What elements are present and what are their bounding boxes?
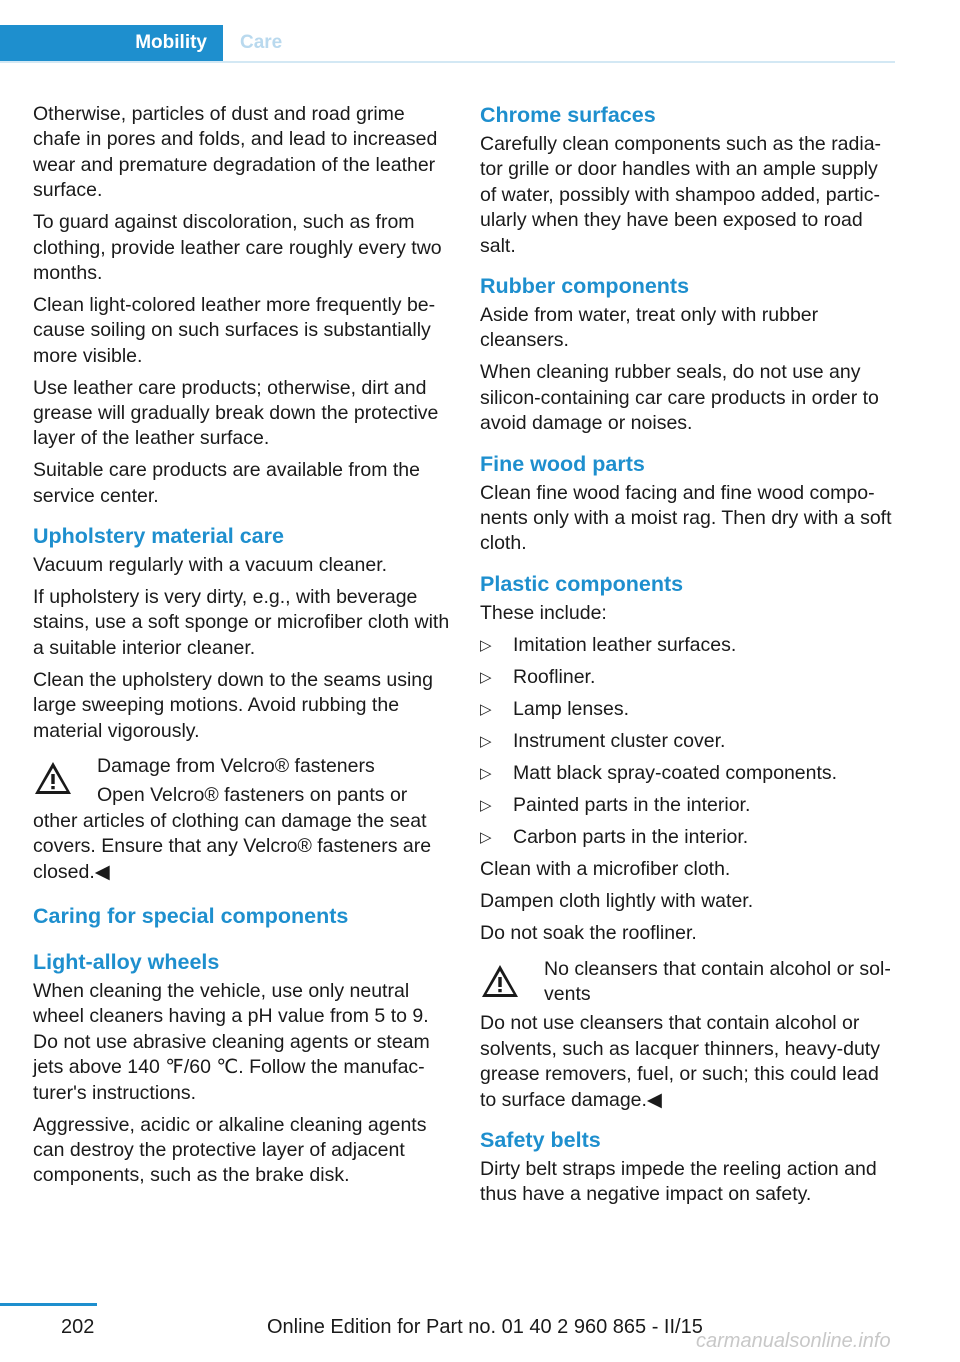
list-item: ▷ Roofliner.: [480, 665, 898, 690]
tab-mobility[interactable]: Mobility: [0, 25, 223, 61]
alcohol-warning: [480, 957, 898, 1113]
paragraph: Vacuum regularly with a vacuum cleaner.: [33, 554, 388, 577]
list-item: ▷ Imitation leather surfaces.: [480, 633, 898, 658]
chrome-heading: Chrome surfaces: [480, 103, 656, 127]
plastic-heading: Plastic components: [480, 571, 684, 596]
warning-icon: [33, 760, 73, 796]
warning-title: Damage from Velcro® fasteners: [97, 754, 375, 777]
right-column: [480, 102, 898, 1214]
plastic-list: [480, 633, 898, 851]
list-item: ▷ Carbon parts in the interior.: [480, 825, 898, 850]
paragraph: Clean fine wood facing and fine wood compo-nents only with a moist rag. Then dry with a soft cloth.: [480, 481, 892, 555]
list-item: ▷ Lamp lenses.: [480, 697, 898, 722]
tab-care[interactable]: Care: [240, 32, 283, 53]
bullet-icon: ▷: [480, 765, 492, 783]
list-item: ▷ Painted parts in the interior.: [480, 793, 898, 818]
warning-title: No cleansers that contain alcohol or sol-vents: [544, 957, 891, 1005]
paragraph: Suitable care products are available from the service center.: [33, 459, 420, 507]
wood-heading: Fine wood parts: [480, 451, 645, 476]
special-components-heading: Caring for special components: [33, 903, 349, 928]
bullet-icon: ▷: [480, 636, 492, 654]
paragraph: If upholstery is very dirty, e.g., with beverage stains, use a soft sponge or microfiber cloth with a suitable interior cleaner.: [33, 586, 450, 659]
wheels-heading: Light-alloy wheels: [33, 949, 220, 974]
velcro-warning: [33, 754, 451, 885]
warning-body-rest: other articles of clothing can damage the seat covers. Ensure that any Velcro® fasteners are closed.◀: [33, 809, 432, 883]
page-number: 202: [61, 1316, 95, 1338]
list-item: ▷ Matt black spray-coated components.: [480, 761, 898, 786]
left-column: [33, 102, 451, 1195]
list-item: ▷ Instrument cluster cover.: [480, 729, 898, 754]
paragraph: Aggressive, acidic or alkaline cleaning agents can destroy the protective layer of adjacent components, such as the brake disk.: [33, 1113, 427, 1187]
paragraph: When cleaning the vehicle, use only neutral wheel cleaners having a pH value from 5 to 9. Do not use abrasive cleaning agents or steam jets above 140 ℉/60 ℃. Follow the manufac-turer's instructions.: [33, 979, 430, 1104]
bullet-icon: ▷: [480, 829, 492, 847]
paragraph: Clean with a microfiber cloth.: [480, 858, 731, 881]
belts-heading: Safety belts: [480, 1128, 601, 1152]
footer-accent-line: [0, 1303, 97, 1306]
rubber-heading: Rubber components: [480, 274, 690, 299]
paragraph: To guard against discoloration, such as from clothing, provide leather care roughly every two months.: [33, 211, 442, 284]
paragraph: Use leather care products; otherwise, dirt and grease will gradually break down the protective layer of the leather surface.: [33, 376, 439, 450]
bullet-icon: ▷: [480, 732, 492, 750]
upholstery-heading: Upholstery material care: [33, 524, 284, 549]
warning-body: Do not use cleansers that contain alcohol or solvents, such as lacquer thinners, heavy-duty grease removers, fuel, or such; this could lead to surface damage.◀: [480, 1012, 880, 1111]
bullet-icon: ▷: [480, 700, 492, 718]
paragraph: Dampen cloth lightly with water.: [480, 890, 754, 913]
header-tabs: [0, 25, 895, 63]
paragraph: These include:: [480, 601, 607, 624]
paragraph: Carefully clean components such as the radia-tor grille or door handles with an ample supply of water, possibly with shampoo added, partic-ularly when they have been exposed to road salt.: [480, 133, 882, 257]
watermark: carmanualsonline.info: [696, 1330, 891, 1352]
bullet-icon: ▷: [480, 668, 492, 686]
bullet-icon: ▷: [480, 797, 492, 815]
warning-icon: [480, 963, 520, 999]
edition-text: Online Edition for Part no. 01 40 2 960 865 - II/15: [267, 1316, 703, 1338]
paragraph: Otherwise, particles of dust and road grime chafe in pores and folds, and lead to increased wear and premature degradation of the leather surface.: [33, 103, 438, 202]
paragraph: Clean the upholstery down to the seams using large sweeping motions. Avoid rubbing the material vigorously.: [33, 668, 433, 742]
paragraph: Dirty belt straps impede the reeling action and thus have a negative impact on safety.: [480, 1158, 877, 1206]
paragraph: When cleaning rubber seals, do not use any silicon-containing car care products in order to avoid damage or noises.: [480, 361, 879, 435]
warning-body-first: Open Velcro® fasteners on pants or: [97, 784, 408, 807]
paragraph: Clean light-colored leather more frequently be-cause soiling on such surfaces is substantially more visible.: [33, 293, 436, 367]
paragraph: Do not soak the roofliner.: [480, 922, 697, 945]
paragraph: Aside from water, treat only with rubber cleansers.: [480, 304, 819, 352]
